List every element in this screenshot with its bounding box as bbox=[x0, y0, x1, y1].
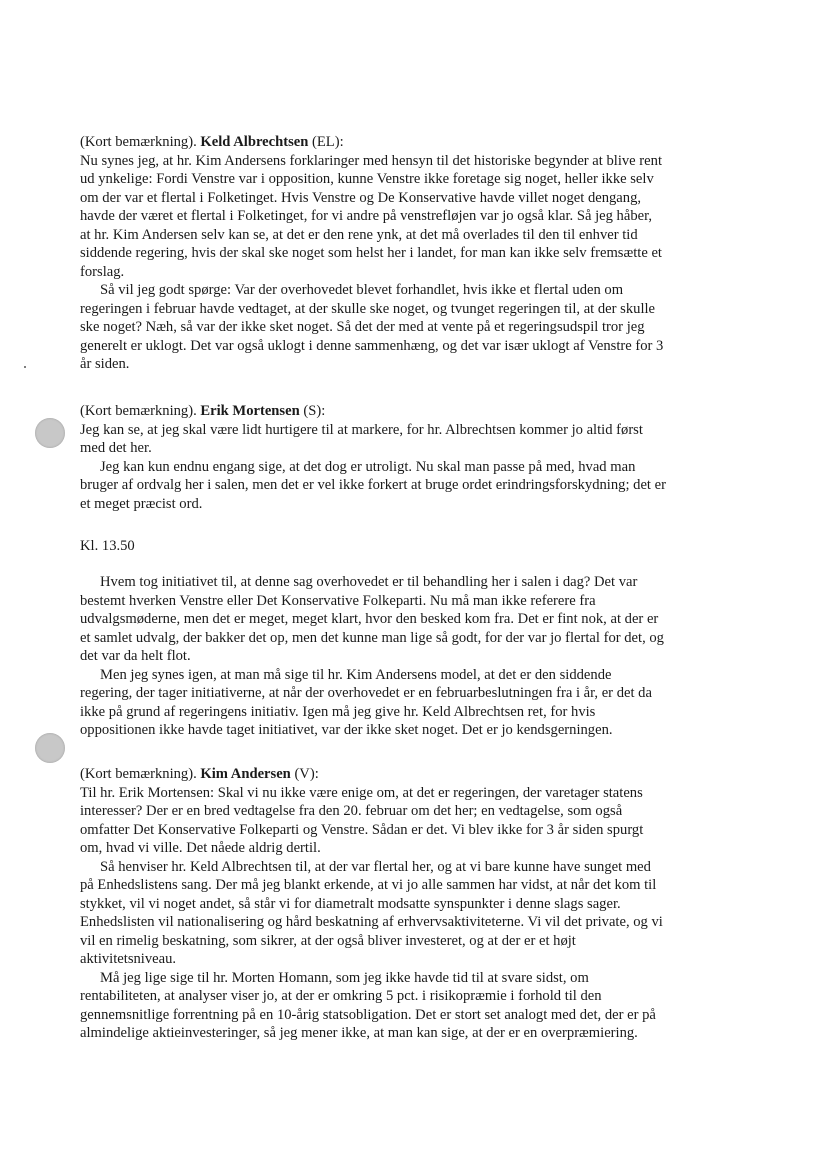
text-line: på Enhedslistens sang. Der må jeg blankt erkende, at vi jo alle sammen har vidst, at når det kom til bbox=[80, 877, 657, 893]
text-line: almindelige aktieinvesteringer, så jeg mener ikke, at man kan sige, at der er en overpræmiering. bbox=[80, 1025, 638, 1041]
text-line: Jeg kan kun endnu engang sige, at det dog er utroligt. Nu skal man passe på med, hvad man bbox=[100, 458, 636, 475]
text-line: Må jeg lige sige til hr. Morten Homann, som jeg ikke havde tid til at svare sidst, om bbox=[100, 969, 589, 986]
speaker-heading: (Kort bemærkning). Keld Albrechtsen (EL): bbox=[80, 134, 344, 150]
text-line: udvalgsmøderne, men det er meget, meget klart, hvor den besked kom fra. Det er fint nok, at der er bbox=[80, 611, 659, 627]
section-erik-mortensen bbox=[80, 402, 770, 513]
text-line: interesser? Der er en bred vedtagelse fra den 20. februar om det her; en vedtagelse, som også bbox=[80, 803, 623, 819]
text-line: oppositionen ikke havde taget initiativet, var der ikke sket noget. Det er jo kendsgerningen. bbox=[80, 722, 613, 738]
text-line: bruger af ordvalg her i salen, men det er vel ikke forkert at bruge ordet erindringsforskydning; det er bbox=[80, 477, 666, 493]
time-stamp bbox=[80, 537, 770, 556]
time-label: Kl. 13.50 bbox=[80, 538, 135, 554]
text-line: ikke på grund af regeringens initiativ. Igen må jeg give hr. Keld Albrechtsen ret, for hvis bbox=[80, 703, 596, 720]
text-line: om, hvad vi ville. Det nåede aldrig dertil. bbox=[80, 840, 321, 856]
text-line: Så vil jeg godt spørge: Var der overhovedet blevet forhandlet, hvis ikke et flertal uden om bbox=[100, 282, 624, 298]
text-line: Til hr. Erik Mortensen: Skal vi nu ikke være enige om, at det er regeringen, der varetager statens bbox=[80, 784, 643, 801]
text-line: omfatter Det Konservative Folkeparti og Venstre. Sådan er det. Vi blev ikke for 3 år siden spurgt bbox=[80, 821, 644, 838]
text-line: et samlet udvalg, der bakker det op, men det kunne man lige så godt, for der var jo flertal for det, og bbox=[80, 629, 664, 646]
text-line: aktivitetsniveau. bbox=[80, 951, 177, 967]
text-line: Enhedslisten vil nationalisering og hård beskatning af erhvervsaktiviteterne. Vi vil det private, og vi bbox=[80, 914, 663, 930]
speaker-heading: (Kort bemærkning). Kim Andersen (V): bbox=[80, 766, 319, 782]
text-line: et meget præcist ord. bbox=[80, 495, 203, 512]
text-line: med det her. bbox=[80, 440, 152, 456]
text-line: regeringen i februar havde vedtaget, at der skulle ske noget, og tvunget regeringen til, at der skulle bbox=[80, 300, 656, 317]
speaker-name: Kim Andersen bbox=[200, 766, 291, 782]
speaker-name: Erik Mortensen bbox=[200, 403, 300, 419]
punch-hole-upper bbox=[35, 418, 65, 448]
text-line: Så henviser hr. Keld Albrechtsen til, at der var flertal her, og at vi bare kunne have sunget med bbox=[100, 858, 651, 875]
text-line: om der var et flertal i Folketinget. Hvis Venstre og De Konservative havde villet noget dengang, bbox=[80, 189, 642, 206]
text-line: forslag. bbox=[80, 263, 125, 280]
section-kim-andersen bbox=[80, 765, 770, 1043]
text-line: år siden. bbox=[80, 356, 130, 372]
text-line: Nu synes jeg, at hr. Kim Andersens forklaringer med hensyn til det historiske begynder at blive rent bbox=[80, 152, 662, 169]
punch-hole-lower bbox=[35, 733, 65, 763]
text-line: vil en rimelig beskatning, som sikrer, at der også bliver investeret, og at der er et højt bbox=[80, 932, 576, 949]
text-line: siddende regering, hvis der skal ske noget som helst her i landet, for man kan ikke selv fremsætte et bbox=[80, 245, 662, 261]
text-line: Jeg kan se, at jeg skal være lidt hurtigere til at markere, for hr. Albrechtsen kommer jo altid først bbox=[80, 421, 643, 438]
speaker-name: Keld Albrechtsen bbox=[200, 134, 309, 150]
text-line: regering, der tager initiativerne, at når der overhovedet er en februarbeslutningen fra i år, er det da bbox=[80, 685, 652, 701]
text-line: at hr. Kim Andersen selv kan se, at det er den rene ynk, at det må overlades til den til enhver tid bbox=[80, 226, 638, 243]
text-line: Hvem tog initiativet til, at denne sag overhovedet er til behandling her i salen i dag? Det var bbox=[100, 574, 638, 590]
text-line: rentabiliteten, at analyser viser jo, at der er omkring 5 pct. i risikopræmie i forhold til den bbox=[80, 988, 602, 1004]
scan-speck bbox=[24, 366, 26, 368]
speaker-heading: (Kort bemærkning). Erik Mortensen (S): bbox=[80, 403, 326, 419]
text-line: havde der været et flertal i Folketinget, for vi andre på venstrefløjen var jo også klar. Så jeg håber, bbox=[80, 208, 653, 224]
section-keld-albrechtsen bbox=[80, 133, 770, 374]
text-line: Men jeg synes igen, at man må sige til hr. Kim Andersens model, at det er den siddende bbox=[100, 666, 612, 683]
text-line: stykket, vil vi noget andet, så står vi for diametralt modsatte synspunkter i denne slags sager. bbox=[80, 895, 621, 912]
text-line: ske noget? Næh, så var der ikke sket noget. Så det der med at vente på et regeringsudspil tror jeg bbox=[80, 319, 645, 335]
section-continued-speech bbox=[80, 573, 770, 740]
text-line: gennemsnitlige forrentning på en 10-årig statsobligation. Det er stort set analogt med det, der er på bbox=[80, 1006, 656, 1023]
text-line: det var da helt flot. bbox=[80, 648, 191, 664]
text-line: generelt er uklogt. Det var også uklogt i denne sammenhæng, og det var især uklogt af Venstre for 3 bbox=[80, 337, 664, 354]
text-line: bestemt hverken Venstre eller Det Konservative Folkeparti. Nu må man ikke referere fra bbox=[80, 592, 596, 609]
text-line: ud ynkelige: Fordi Venstre var i opposition, kunne Venstre ikke foretage sig noget, heller ikke selv bbox=[80, 171, 654, 187]
